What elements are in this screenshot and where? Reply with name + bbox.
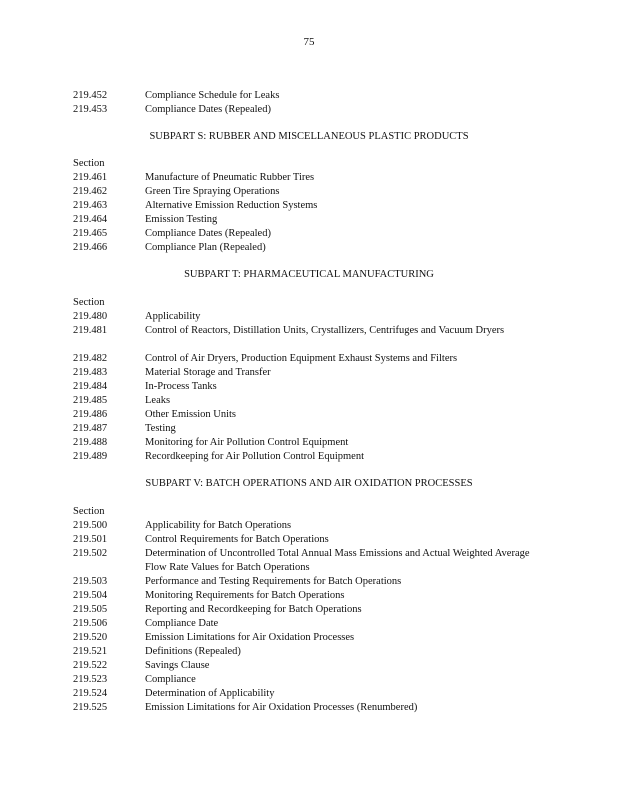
section-title: Control Requirements for Batch Operations: [145, 534, 329, 545]
section-title: Alternative Emission Reduction Systems: [145, 200, 318, 211]
section-number: 219.501: [73, 534, 108, 545]
section-number: 219.462: [73, 186, 108, 197]
section-number: 219.525: [73, 702, 108, 713]
page-number: 75: [303, 36, 315, 48]
section-title: Performance and Testing Requirements for Batch Operations: [145, 576, 402, 587]
section-number: 219.482: [73, 353, 108, 364]
section-number: 219.487: [73, 423, 108, 434]
section-title: Determination of Applicability: [145, 688, 275, 699]
section-title: Compliance Schedule for Leaks: [145, 90, 280, 101]
section-number: 219.500: [73, 520, 108, 531]
section-title: Material Storage and Transfer: [145, 367, 271, 378]
section-title: Compliance Dates (Repealed): [145, 228, 271, 239]
subpart-s-heading: SUBPART S: RUBBER AND MISCELLANEOUS PLASTIC PRODUCTS: [149, 131, 469, 142]
section-number: 219.520: [73, 632, 108, 643]
section-title: Definitions (Repealed): [145, 646, 241, 657]
section-title: Emission Limitations for Air Oxidation Processes (Renumbered): [145, 702, 418, 713]
section-number: 219.461: [73, 172, 108, 183]
section-title: Compliance Date: [145, 618, 219, 629]
section-title: Control of Reactors, Distillation Units, Crystallizers, Centrifuges and Vacuum Dryers: [145, 325, 505, 336]
section-label: Section: [73, 506, 105, 517]
subpart-v-heading: SUBPART V: BATCH OPERATIONS AND AIR OXIDATION PROCESSES: [145, 478, 473, 489]
section-label: Section: [73, 158, 105, 169]
section-number: 219.503: [73, 576, 108, 587]
section-title: Determination of Uncontrolled Total Annual Mass Emissions and Actual Weighted Average Flow Rate Values for Batch Operations: [145, 548, 530, 573]
section-title: Manufacture of Pneumatic Rubber Tires: [145, 172, 315, 183]
section-title: Compliance Dates (Repealed): [145, 104, 271, 115]
section-number: 219.464: [73, 214, 108, 225]
section-title: Applicability for Batch Operations: [145, 520, 292, 531]
section-title: Compliance: [145, 674, 196, 685]
section-title: Emission Limitations for Air Oxidation Processes: [145, 632, 355, 643]
section-title: Other Emission Units: [145, 409, 236, 420]
section-number: 219.521: [73, 646, 108, 657]
section-number: 219.506: [73, 618, 108, 629]
section-number: 219.488: [73, 437, 108, 448]
section-title: Emission Testing: [145, 214, 218, 225]
section-number: 219.484: [73, 381, 108, 392]
section-title: Recordkeeping for Air Pollution Control Equipment: [145, 451, 365, 462]
subpart-t-heading: SUBPART T: PHARMACEUTICAL MANUFACTURING: [184, 269, 434, 280]
section-number: 219.489: [73, 451, 108, 462]
section-title: Compliance Plan (Repealed): [145, 242, 266, 253]
section-title: Monitoring Requirements for Batch Operations: [145, 590, 345, 601]
section-title: Savings Clause: [145, 660, 210, 671]
section-number: 219.502: [73, 548, 108, 559]
section-title: Testing: [145, 423, 176, 434]
section-number: 219.504: [73, 590, 108, 601]
section-number: 219.522: [73, 660, 108, 671]
section-number: 219.523: [73, 674, 108, 685]
section-number: 219.505: [73, 604, 108, 615]
section-number: 219.485: [73, 395, 108, 406]
section-number: 219.452: [73, 90, 108, 101]
section-number: 219.483: [73, 367, 108, 378]
section-title: Monitoring for Air Pollution Control Equipment: [145, 437, 349, 448]
section-number: 219.453: [73, 104, 108, 115]
section-title: Applicability: [145, 311, 201, 322]
section-number: 219.486: [73, 409, 108, 420]
section-number: 219.524: [73, 688, 108, 699]
section-label: Section: [73, 297, 105, 308]
section-number: 219.466: [73, 242, 108, 253]
section-title: In-Process Tanks: [145, 381, 217, 392]
section-title: Reporting and Recordkeeping for Batch Operations: [145, 604, 362, 615]
section-title: Leaks: [145, 395, 171, 406]
section-number: 219.480: [73, 311, 108, 322]
section-title: Control of Air Dryers, Production Equipment Exhaust Systems and Filters: [145, 353, 458, 364]
section-number: 219.481: [73, 325, 108, 336]
section-number: 219.465: [73, 228, 108, 239]
section-number: 219.463: [73, 200, 108, 211]
section-title: Green Tire Spraying Operations: [145, 186, 280, 197]
